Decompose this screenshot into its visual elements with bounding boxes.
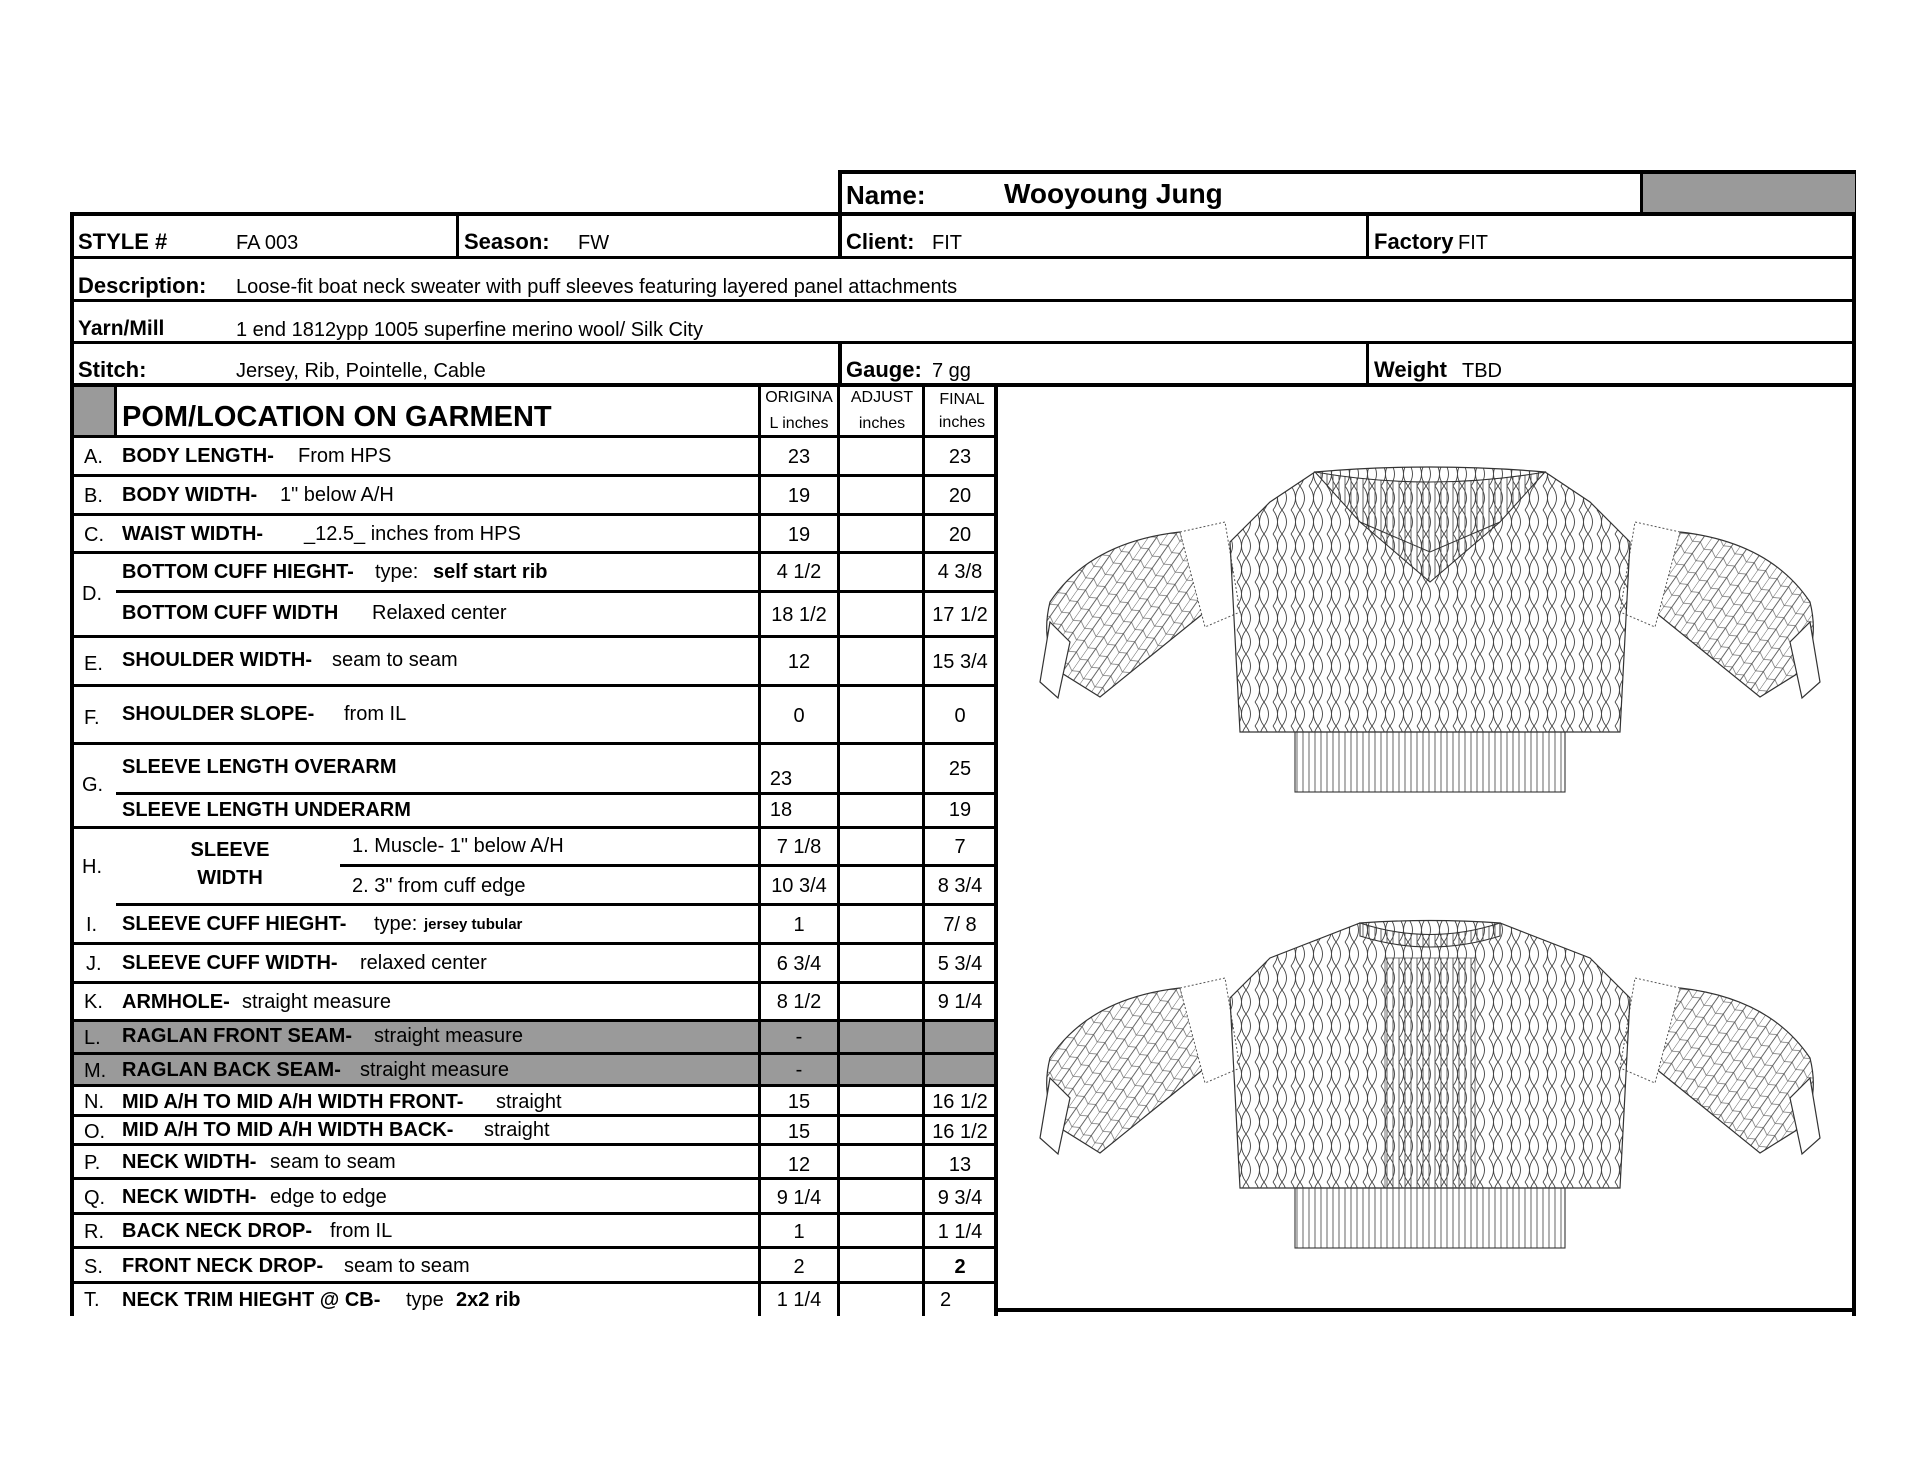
- row-label: MID A/H TO MID A/H WIDTH BACK-: [122, 1119, 454, 1141]
- row-letter: L.: [84, 1027, 101, 1049]
- yarn-label: Yarn/Mill: [78, 317, 165, 340]
- row-label: RAGLAN BACK SEAM-: [122, 1059, 341, 1081]
- row-final: 4 3/8: [937, 561, 983, 583]
- description-value: Loose-fit boat neck sweater with puff sleeves featuring layered panel attachments: [236, 276, 958, 298]
- row-detail: type:: [374, 913, 418, 935]
- row-final: 2: [954, 1256, 966, 1278]
- col-adjust-1: ADJUST: [850, 389, 914, 406]
- row-original: 18: [769, 799, 793, 821]
- factory-value: FIT: [1458, 232, 1488, 254]
- row-original: -: [795, 1026, 803, 1048]
- row-letter: R.: [84, 1221, 104, 1243]
- row-letter: T.: [84, 1289, 100, 1311]
- row-letter: A.: [84, 446, 103, 468]
- row-detail: seam to seam: [332, 649, 458, 671]
- row-final: 19: [948, 799, 972, 821]
- row-final: 16 1/2: [932, 1121, 988, 1143]
- row-letter: F.: [84, 707, 100, 729]
- row-final: 23: [948, 446, 972, 468]
- col-original-2: L inches: [769, 415, 829, 432]
- row-label: MID A/H TO MID A/H WIDTH FRONT-: [122, 1091, 464, 1113]
- row-label: NECK WIDTH-: [122, 1151, 257, 1173]
- row-detail-bold: self start rib: [433, 561, 548, 583]
- row-original: 4 1/2: [776, 561, 822, 583]
- row-label: NECK TRIM HIEGHT @ CB-: [122, 1289, 381, 1311]
- row-letter: G.: [82, 774, 104, 796]
- row-letter: J.: [86, 953, 102, 975]
- row-detail: from IL: [330, 1220, 393, 1242]
- row-detail: Relaxed center: [372, 602, 507, 624]
- width-label: WIDTH: [197, 867, 263, 889]
- stitch-label: Stitch:: [78, 357, 147, 382]
- gauge-label: Gauge:: [846, 357, 922, 382]
- row-label: SHOULDER SLOPE-: [122, 703, 315, 725]
- back-sweater-sketch: [1030, 918, 1830, 1258]
- col-final-1: FINAL: [939, 391, 985, 408]
- row-final: 20: [948, 485, 972, 507]
- row-original: 15: [787, 1121, 811, 1143]
- row-label: BACK NECK DROP-: [122, 1220, 312, 1242]
- pom-gray-box: [74, 387, 114, 435]
- row-letter: N.: [84, 1091, 104, 1113]
- row-final: 7/ 8: [943, 914, 977, 936]
- row-original: 0: [793, 705, 805, 727]
- row-letter: M.: [84, 1060, 107, 1082]
- row-letter: E.: [84, 653, 103, 675]
- row-letter: O.: [84, 1121, 106, 1143]
- weight-label: Weight: [1374, 357, 1447, 382]
- row-original: 1 1/4: [776, 1289, 822, 1311]
- gauge-value: 7 gg: [932, 360, 971, 382]
- row-letter: D.: [82, 583, 102, 605]
- row-label: SLEEVE LENGTH OVERARM: [122, 756, 397, 778]
- row-final: 13: [948, 1154, 972, 1176]
- row-detail: seam to seam: [270, 1151, 396, 1173]
- right-frame-bottom: [996, 1308, 1856, 1312]
- row-final: 17 1/2: [932, 604, 988, 626]
- row-label: RAGLAN FRONT SEAM-: [122, 1025, 352, 1047]
- row-final: 8 3/4: [937, 875, 983, 897]
- row-letter: I.: [86, 914, 98, 936]
- row-final: 0: [954, 705, 966, 727]
- row-detail: From HPS: [298, 445, 392, 467]
- row-original: 9 1/4: [776, 1187, 822, 1209]
- row-detail: _12.5_ inches from HPS: [304, 523, 521, 545]
- stitch-value: Jersey, Rib, Pointelle, Cable: [236, 360, 486, 382]
- row-label: NECK WIDTH-: [122, 1186, 257, 1208]
- row-detail: type:: [375, 561, 419, 583]
- row-original: 1: [793, 1221, 805, 1243]
- pom-title: POM/LOCATION ON GARMENT: [122, 401, 552, 433]
- row-original: 7 1/8: [776, 836, 822, 858]
- weight-value: TBD: [1462, 360, 1502, 382]
- row-final: 2: [940, 1289, 952, 1311]
- row-original: 12: [787, 651, 811, 673]
- row-detail-bold: 2x2 rib: [456, 1289, 521, 1311]
- row-final: 15 3/4: [932, 651, 988, 673]
- name-gray-box: [1640, 174, 1855, 212]
- row-detail: straight measure: [374, 1025, 523, 1047]
- client-value: FIT: [932, 232, 962, 254]
- col-final-2: inches: [938, 414, 986, 431]
- row-label: SLEEVE LENGTH UNDERARM: [122, 799, 411, 821]
- row-letter: B.: [84, 485, 103, 507]
- name-value: Wooyoung Jung: [1004, 178, 1223, 209]
- row-detail: seam to seam: [344, 1255, 470, 1277]
- row-label: ARMHOLE-: [122, 991, 230, 1013]
- row-final: 1 1/4: [937, 1221, 983, 1243]
- row-final: 16 1/2: [932, 1091, 988, 1113]
- client-label: Client:: [846, 229, 915, 254]
- row-original: 1: [793, 914, 805, 936]
- row-detail: 2. 3" from cuff edge: [352, 875, 526, 897]
- row-final: 25: [948, 758, 972, 780]
- row-detail: type: [406, 1289, 444, 1311]
- row-label: BODY WIDTH-: [122, 484, 258, 506]
- row-final: 9 3/4: [937, 1187, 983, 1209]
- row-letter: Q.: [84, 1187, 106, 1209]
- row-original: 18 1/2: [771, 604, 827, 626]
- row-original: 19: [787, 524, 811, 546]
- row-detail: straight measure: [242, 991, 391, 1013]
- row-label: SLEEVE CUFF HIEGHT-: [122, 913, 347, 935]
- row-original: 10 3/4: [771, 875, 827, 897]
- col-original-1: ORIGINA: [765, 389, 833, 406]
- row-detail: edge to edge: [270, 1186, 387, 1208]
- row-original: 23: [769, 768, 793, 790]
- row-label: BOTTOM CUFF HIEGHT-: [122, 561, 354, 583]
- season-label: Season:: [464, 229, 550, 254]
- row-label: BODY LENGTH-: [122, 445, 274, 467]
- row-label: FRONT NECK DROP-: [122, 1255, 324, 1277]
- row-detail: 1" below A/H: [280, 484, 394, 506]
- row-original: 23: [787, 446, 811, 468]
- row-original: 2: [793, 1256, 805, 1278]
- row-final: 20: [948, 524, 972, 546]
- row-original: 8 1/2: [776, 991, 822, 1013]
- style-value: FA 003: [236, 232, 299, 254]
- row-label: SHOULDER WIDTH-: [122, 649, 312, 671]
- front-sweater-sketch: [1030, 462, 1830, 802]
- style-label: STYLE #: [78, 229, 168, 254]
- row-detail-small: jersey tubular: [424, 916, 523, 933]
- col-adjust-2: inches: [858, 415, 906, 432]
- row-letter: P.: [84, 1152, 101, 1174]
- sleeve-label: SLEEVE: [190, 839, 270, 861]
- row-letter: K.: [84, 991, 103, 1013]
- row-detail: from IL: [344, 703, 407, 725]
- row-detail: 1. Muscle- 1" below A/H: [352, 835, 564, 857]
- row-original: 19: [787, 485, 811, 507]
- row-detail: straight: [496, 1091, 562, 1113]
- row-detail: relaxed center: [360, 952, 487, 974]
- row-detail: straight: [484, 1119, 550, 1141]
- row-final: 7: [954, 836, 966, 858]
- row-original: 15: [787, 1091, 811, 1113]
- row-letter: S.: [84, 1256, 103, 1278]
- factory-label: Factory: [1374, 229, 1454, 254]
- row-label: WAIST WIDTH-: [122, 523, 264, 545]
- row-detail: straight measure: [360, 1059, 509, 1081]
- row-original: 12: [787, 1154, 811, 1176]
- description-label: Description:: [78, 273, 207, 298]
- row-final: 9 1/4: [937, 991, 983, 1013]
- yarn-value: 1 end 1812ypp 1005 superfine merino wool/ Silk City: [236, 319, 703, 341]
- row-original: 6 3/4: [776, 953, 822, 975]
- row-label: SLEEVE CUFF WIDTH-: [122, 952, 338, 974]
- row-letter: C.: [84, 524, 104, 546]
- season-value: FW: [578, 232, 610, 254]
- row-label: BOTTOM CUFF WIDTH: [122, 602, 339, 624]
- row-letter: H.: [82, 856, 102, 878]
- name-label: Name:: [846, 180, 926, 210]
- row-original: -: [795, 1059, 803, 1081]
- row-final: 5 3/4: [937, 953, 983, 975]
